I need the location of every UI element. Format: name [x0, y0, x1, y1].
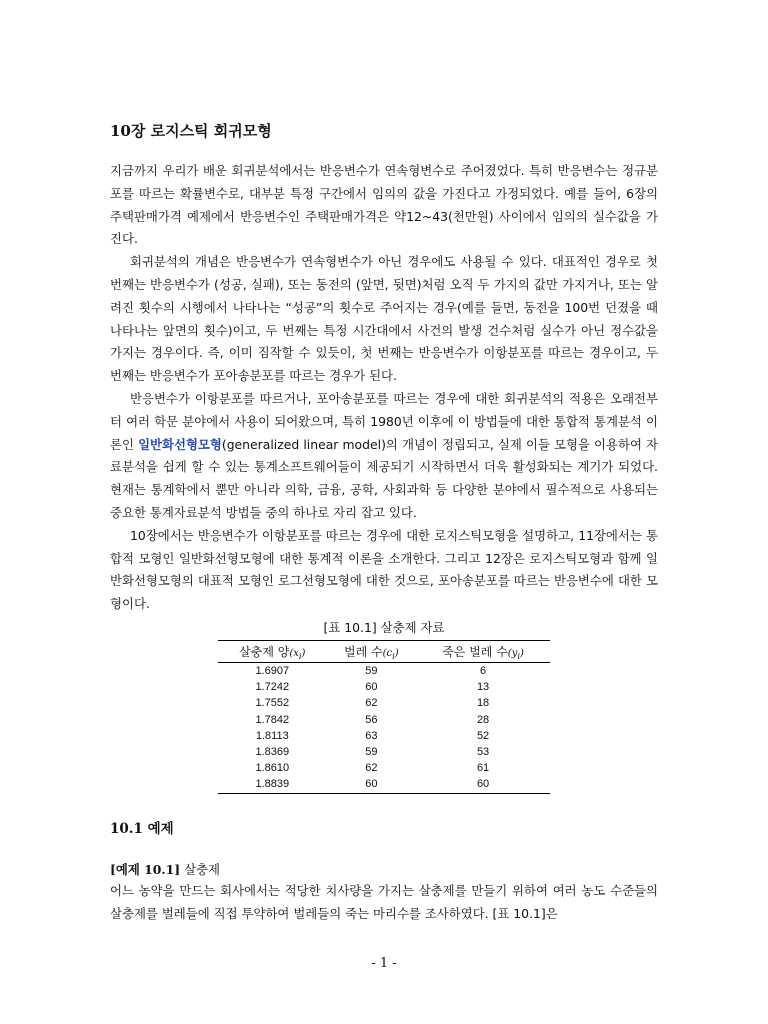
cell-dose: 1.8369 — [255, 746, 290, 759]
header-dose: 살충제 양$(x_i)$ — [218, 641, 327, 663]
cell-dead: 60 — [416, 776, 550, 793]
cell-count: 63 — [365, 729, 378, 742]
table-row — [218, 679, 550, 695]
cell-count: 60 — [327, 776, 417, 793]
cell-dead: 18 — [476, 697, 490, 710]
table-caption: [표 10.1] 살충제 자료 — [323, 620, 445, 635]
header-count: 벌레 수$(c_i)$ — [327, 641, 417, 663]
cell-dose: 1.8839 — [218, 776, 327, 793]
page-number: - 1 - — [371, 956, 397, 971]
header-dead: 죽은 벌레 수$(y_i)$ — [416, 641, 550, 663]
table-row — [218, 663, 550, 680]
cell-dead: 52 — [476, 729, 490, 742]
table-row — [218, 760, 550, 776]
example-title: 살충제 — [180, 862, 221, 877]
paragraph-1: 지금까지 우리가 배운 회귀분석에서는 반응변수가 연속형변수로 주어졌었다. 특히 반응변수는 정규분포를 따르는 확률변수로, 대부분 특정 구간에서 임의의 값을 가진다고 가정되었다. 예를 들어, 6장의 주택판매가격 예제에서 반응변수인 주택판매가격은 약12~43(천만원) 사이에서 임의의 실수값을 가진다. — [110, 163, 658, 247]
cell-count: 59 — [365, 746, 378, 759]
cell-count: 60 — [365, 681, 378, 694]
cell-dose: 1.7842 — [255, 713, 290, 726]
glm-term-link[interactable]: 일반화선형모형 — [138, 436, 222, 452]
cell-dead: 13 — [476, 681, 490, 694]
cell-count: 62 — [365, 762, 378, 775]
cell-count: 59 — [365, 665, 378, 677]
table-row — [218, 776, 550, 793]
paragraph-3-before: 반응변수가 이항분포를 따르거나, 포아송분포를 따르는 경우에 대한 회귀분석의 적용은 오래전부터 여러 학문 분야에서 사용이 되어왔으며, 특히 1980년 이후에 이 방법들에 대한 통합적 통계분석 이론인 — [110, 390, 658, 452]
section-title: 10.1 예제 — [110, 821, 174, 837]
paragraph-2: 회귀분석의 개념은 반응변수가 연속형변수가 아닌 경우에도 사용될 수 있다. 대표적인 경우로 첫 번째는 반응변수가 (성공, 실패), 또는 동전의 (앞면, 뒷면)처럼 오직 두 가지의 값만 가지거나, 또는 알려진 횟수의 시행에서 나타나는 “성공”의 횟수로 주어지는 경우(예를 들면, 동전을 100번 던졌을 때 나타나는 앞면의 횟수)이고, 두 번째는 특정 시간대에서 사건의 발생 건수처럼 실수가 아닌 정수값을 가지는 경우이다. 즉, 이미 짐작할 수 있듯이, 첫 번째는 반응변수가 이항분포를 따르는 경우이고, 두 번째는 반응변수가 포아송분포를 따르는 경우가 된다. — [110, 254, 658, 384]
example-heading — [110, 860, 220, 878]
cell-count: 56 — [365, 713, 378, 726]
cell-dose: 1.8610 — [255, 762, 290, 775]
cell-dose: 1.8113 — [255, 729, 289, 742]
cell-count: 62 — [365, 697, 378, 710]
table-row — [218, 712, 550, 728]
cell-dead: 61 — [476, 762, 490, 775]
table-row — [218, 695, 550, 711]
cell-dead: 28 — [476, 713, 490, 726]
cell-dose: 1.6907 — [255, 665, 290, 677]
example-label: [예제 10.1] — [110, 862, 181, 877]
insecticide-table — [218, 640, 550, 794]
table-header-row — [218, 641, 550, 663]
cell-dead: 6 — [480, 665, 487, 677]
paragraph-3 — [110, 388, 658, 525]
intro-body — [110, 160, 658, 616]
table-row — [218, 728, 550, 744]
table-row — [218, 744, 550, 760]
cell-dead: 53 — [476, 746, 490, 759]
cell-dose: 1.7242 — [255, 681, 290, 694]
paragraph-4: 10장에서는 반응변수가 이항분포를 따르는 경우에 대한 로지스틱모형을 설명하고, 11장에서는 통합적 모형인 일반화선형모형에 대한 통계적 이론을 소개한다. 그리고 12장은 로지스틱모형과 함께 일반화선형모형의 대표적 모형인 로그선형모형에 대한 것으로, 포아송분포를 따르는 반응변수에 대한 모형이다. — [110, 527, 658, 612]
chapter-title: 10장 로지스틱 회귀모형 — [110, 122, 272, 140]
example-text: 어느 농약을 만드는 회사에서는 적당한 치사량을 가지는 살충제를 만들기 위하여 여러 농도 수준들의 살충제를 벌레들에 직접 투약하여 벌레들의 죽는 마리수를 조사하였다. [표 10.1]은 — [110, 883, 658, 921]
example-body — [110, 880, 658, 926]
paragraph-3-after: (generalized linear model)의 개념이 정립되고, 실제 이들 모형을 이용하여 자료분석을 쉽게 할 수 있는 통계소프트웨어들이 제공되기 시작하면서 더욱 활성화되는 계기가 되었다. 현재는 통계학에서 뿐만 아니라 의학, 금융, 공학, 사회과학 등 다양한 분야에서 필수적으로 사용되는 중요한 통계자료분석 방법들 중의 하나로 자리 잡고 있다. — [110, 436, 658, 520]
cell-dose: 1.7552 — [255, 697, 290, 710]
